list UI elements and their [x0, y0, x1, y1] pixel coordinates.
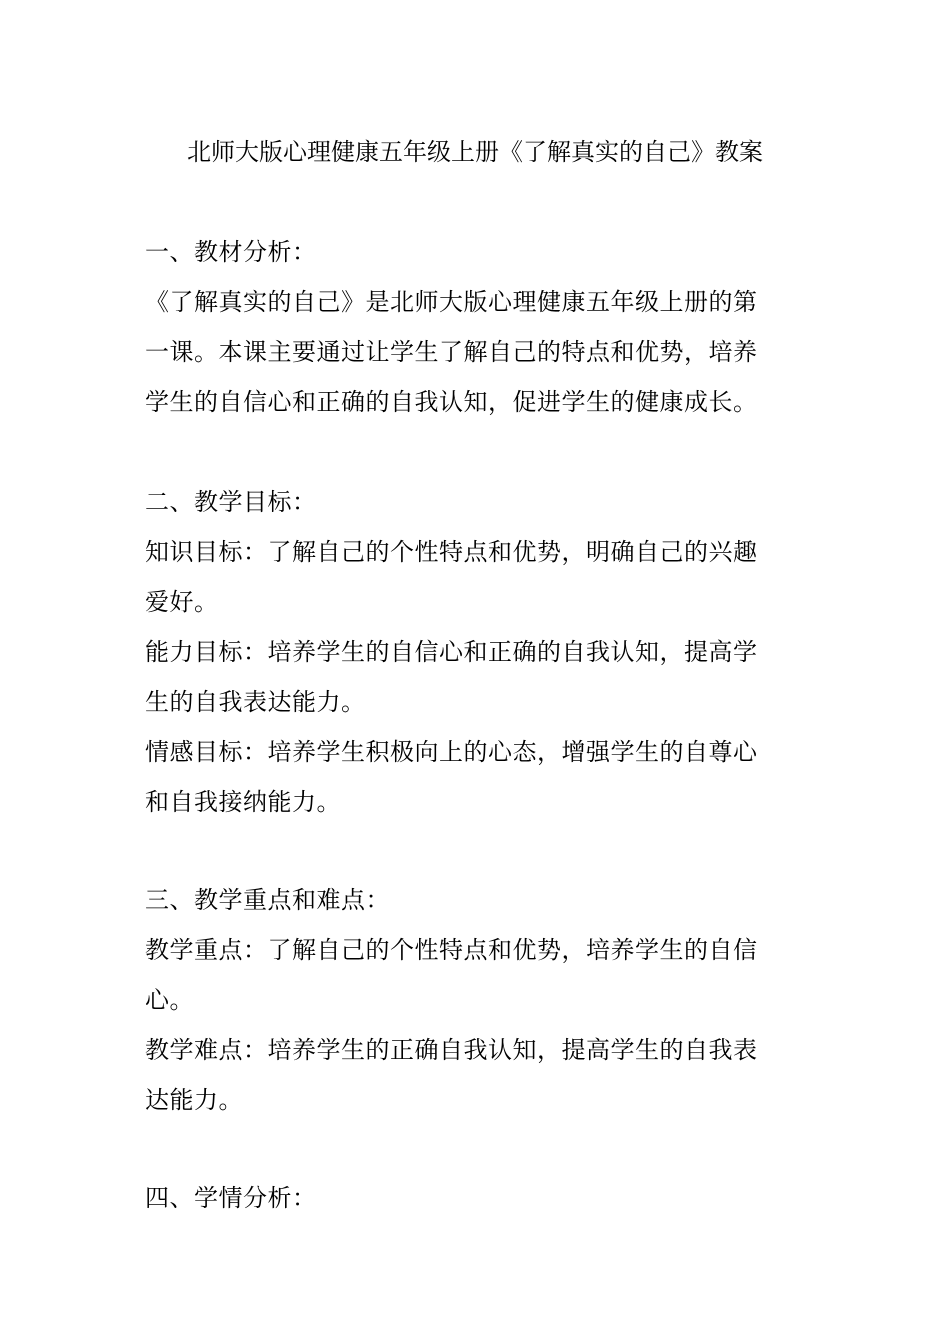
paragraph-line: 学生的自信心和正确的自我认知，促进学生的健康成长。 [145, 388, 758, 416]
paragraph-line: 教学难点：培养学生的正确自我认知，提高学生的自我表 [145, 1036, 758, 1064]
paragraph-line: 爱好。 [145, 588, 219, 616]
paragraph-line: 一课。本课主要通过让学生了解自己的特点和优势，培养 [145, 338, 758, 366]
paragraph-line: 情感目标：培养学生积极向上的心态，增强学生的自尊心 [145, 738, 758, 766]
document-title: 北师大版心理健康五年级上册《了解真实的自己》教案 [187, 138, 763, 166]
section-heading: 三、教学重点和难点： [145, 886, 390, 914]
section-heading: 二、教学目标： [145, 488, 317, 516]
paragraph-line: 心。 [145, 986, 194, 1014]
paragraph-line: 和自我接纳能力。 [145, 788, 341, 816]
section-heading: 四、学情分析： [145, 1184, 317, 1212]
paragraph-line: 能力目标：培养学生的自信心和正确的自我认知，提高学 [145, 638, 758, 666]
paragraph-line: 知识目标：了解自己的个性特点和优势，明确自己的兴趣 [145, 538, 758, 566]
paragraph-line: 《了解真实的自己》是北师大版心理健康五年级上册的第 [145, 288, 758, 316]
paragraph-line: 教学重点：了解自己的个性特点和优势，培养学生的自信 [145, 936, 758, 964]
section-heading: 一、教材分析： [145, 238, 317, 266]
paragraph-line: 达能力。 [145, 1086, 243, 1114]
paragraph-line: 生的自我表达能力。 [145, 688, 366, 716]
